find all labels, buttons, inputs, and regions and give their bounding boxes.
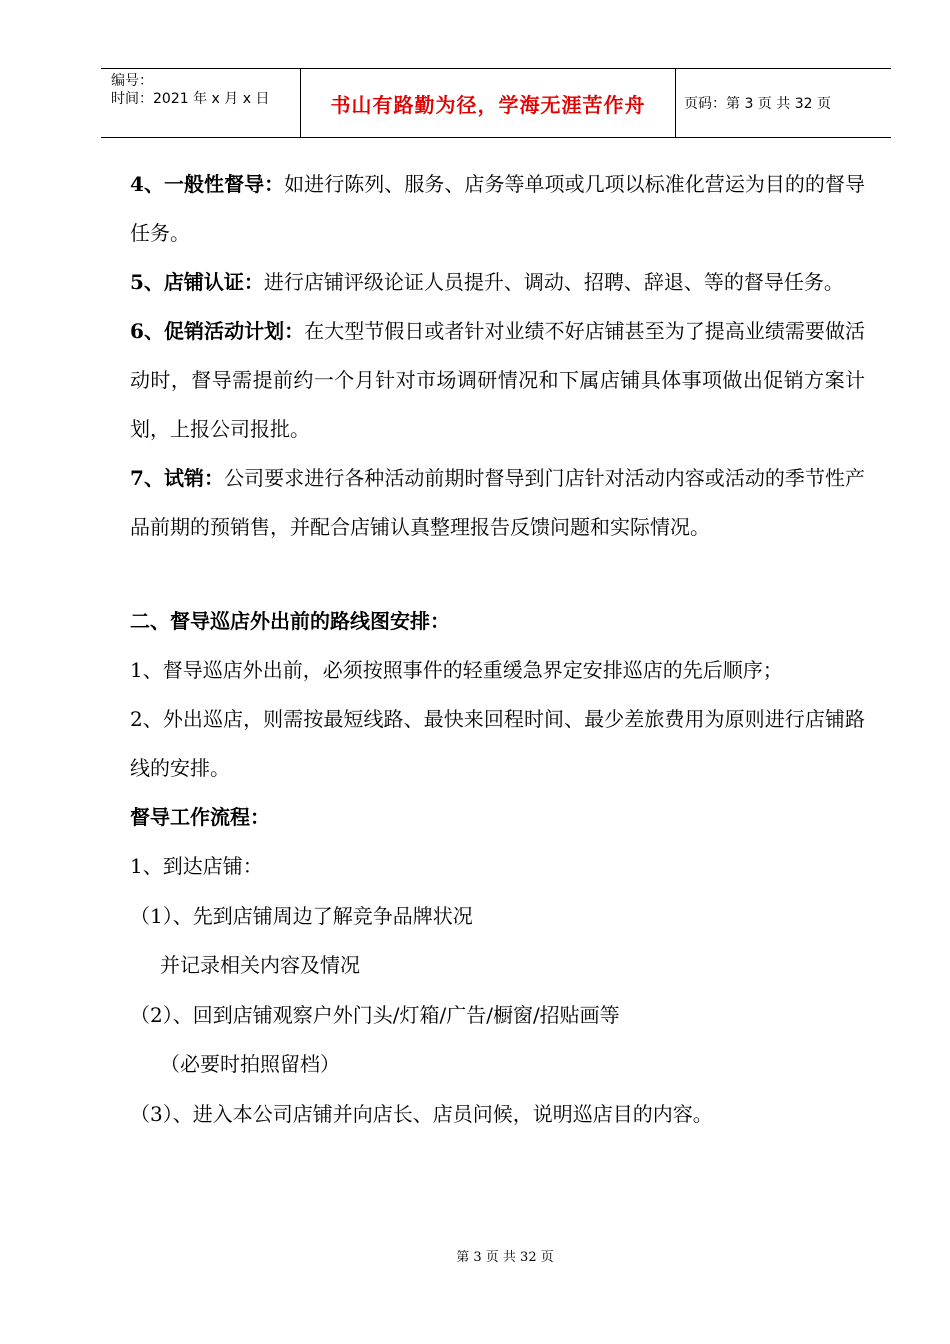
item-title: 4、一般性督导： xyxy=(130,172,285,196)
item-4 xyxy=(130,160,865,258)
process-substep-1: （1）、先到店铺周边了解竞争品牌状况 xyxy=(130,903,473,928)
process-substep-2: （2）、回到店铺观察户外门头/灯箱/广告/橱窗/招贴画等 xyxy=(130,1002,620,1027)
item-text: 进行店铺评级论证人员提升、调动、招聘、辞退、等的督导任务。 xyxy=(263,270,844,294)
number-label: 编号： xyxy=(111,73,153,89)
process-substep-3: （3）、进入本公司店铺并向店长、店员问候，说明巡店目的内容。 xyxy=(130,1101,713,1126)
item-7 xyxy=(130,454,865,552)
item-6 xyxy=(130,307,865,454)
header-page-label: 页码：第 3 页 共 32 页 xyxy=(684,96,831,112)
spacer xyxy=(130,552,865,597)
header-meta xyxy=(101,69,301,137)
process-substep-1-cont: 并记录相关内容及情况 xyxy=(160,953,360,977)
page-header xyxy=(101,68,891,138)
section-2-heading: 二、督导巡店外出前的路线图安排： xyxy=(130,609,450,633)
page-footer: 第 3 页 共 32 页 xyxy=(456,1250,554,1265)
item-text: 在大型节假日或者针对业绩不好店铺甚至为了提高业绩需要做活动时，督导需提前约一个月针对市场调研情况和下属店铺具体事项做出促销方案计划，上报公司报批。 xyxy=(130,319,865,441)
document-body xyxy=(130,160,865,1139)
header-motto: 书山有路勤为径，学海无涯苦作舟 xyxy=(301,69,676,137)
item-text: 如进行陈列、服务、店务等单项或几项以标准化营运为目的的督导任务。 xyxy=(130,172,865,245)
item-title: 5、店铺认证： xyxy=(130,270,264,294)
process-heading: 督导工作流程： xyxy=(130,805,270,829)
item-title: 7、试销： xyxy=(130,466,225,490)
item-title: 6、促销活动计划： xyxy=(130,319,305,343)
process-substep-2-cont: （必要时拍照留档） xyxy=(160,1052,340,1076)
item-5 xyxy=(130,258,865,307)
section-2-point-1: 1、督导巡店外出前，必须按照事件的轻重缓急界定安排巡店的先后顺序； xyxy=(130,658,783,682)
process-step-1: 1、到达店铺： xyxy=(130,854,263,878)
time-label: 时间：2021 年 x 月 x 日 xyxy=(111,91,270,107)
item-text: 公司要求进行各种活动前期时督导到门店针对活动内容或活动的季节性产品前期的预销售，并配合店铺认真整理报告反馈问题和实际情况。 xyxy=(130,466,866,539)
section-2-point-2: 2、外出巡店，则需按最短线路、最快来回程时间、最少差旅费用为原则进行店铺路线的安排。 xyxy=(130,707,865,780)
